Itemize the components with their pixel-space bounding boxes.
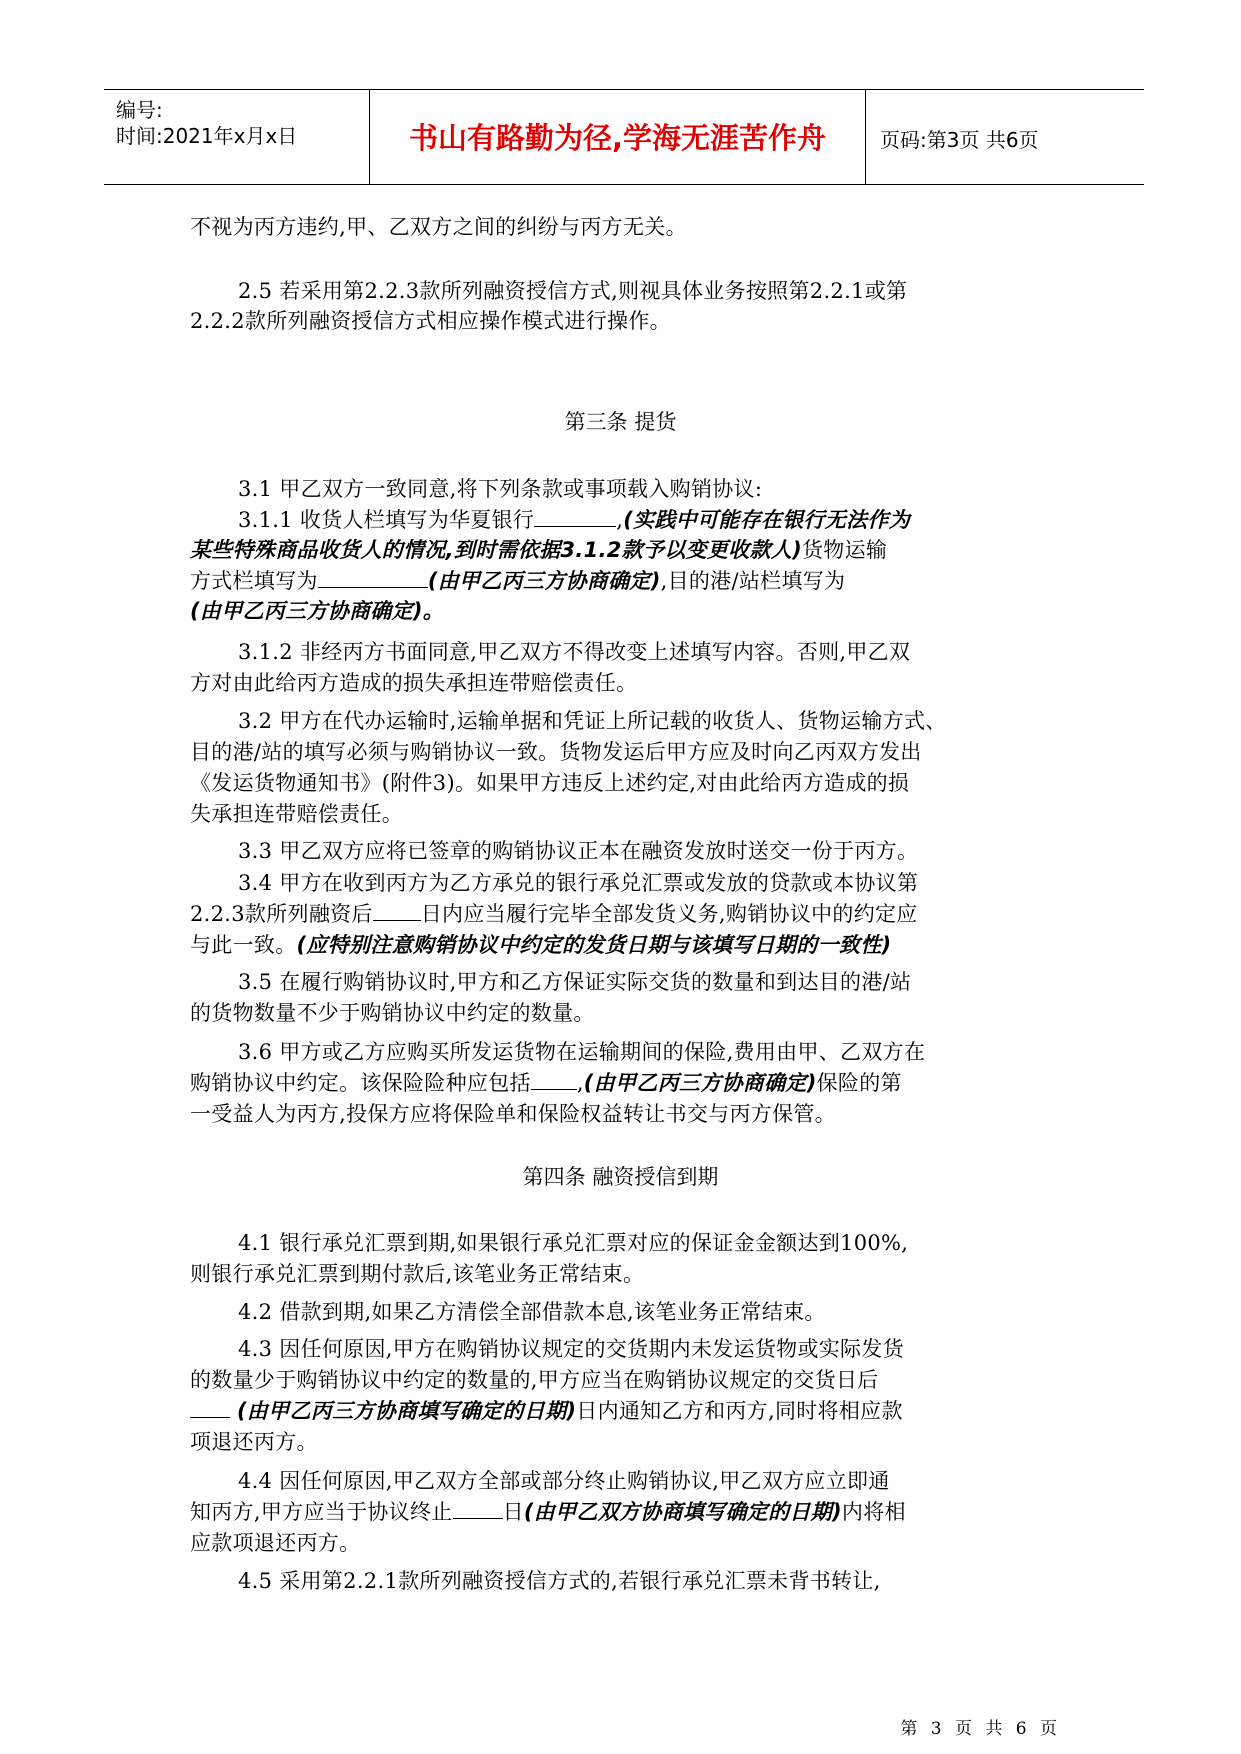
blank-field: [190, 1397, 230, 1418]
italic-note: (由甲乙丙三方协商填写确定的日期): [236, 1399, 577, 1423]
paragraph-line: [190, 596, 1062, 626]
text-run: 方式栏填写为: [190, 569, 318, 593]
paragraph-line: 2.5 若采用第2.2.3款所列融资授信方式,则视具体业务按照第2.2.1或第: [238, 279, 908, 303]
header-right-cell: [866, 90, 1144, 184]
text-run: 日内应当履行完毕全部发货义务,购销协议中的约定应: [420, 902, 918, 926]
header-motto: 书山有路勤为径,学海无涯苦作舟: [408, 121, 827, 155]
document-time-label: 时间:2021年x月x日: [116, 124, 298, 148]
italic-note: (由甲乙丙三方协商确定)。: [190, 599, 445, 623]
paragraph-line: 项退还丙方。: [190, 1430, 318, 1454]
section-heading-article-4: 第四条 融资授信到期: [522, 1165, 719, 1189]
text-run: 内将相: [841, 1500, 906, 1524]
paragraph-line: [190, 1497, 1062, 1527]
paragraph-line: [190, 505, 1110, 535]
paragraph-line: 3.2 甲方在代办运输时,运输单据和凭证上所记载的收货人、货物运输方式、: [238, 709, 947, 733]
paragraph-line: 应款项退还丙方。: [190, 1531, 361, 1555]
paragraph-line: 4.4 因任何原因,甲乙双方全部或部分终止购销协议,甲乙双方应立即通: [238, 1469, 890, 1493]
text-run: ,目的港/站栏填写为: [660, 569, 846, 593]
paragraph-line: 目的港/站的填写必须与购销协议一致。货物发运后甲方应及时向乙丙双方发出: [190, 740, 922, 764]
paragraph-line: 3.4 甲方在收到丙方为乙方承兑的银行承兑汇票或发放的贷款或本协议第: [238, 871, 919, 895]
paragraph-line: 2.2.2款所列融资授信方式相应操作模式进行操作。: [190, 309, 671, 333]
paragraph-line: 一受益人为丙方,投保方应将保险单和保险权益转让书交与丙方保管。: [190, 1102, 836, 1126]
paragraph-line: 《发运货物通知书》(附件3)。如果甲方违反上述约定,对由此给丙方造成的损: [190, 771, 910, 795]
paragraph-line: [190, 1068, 1062, 1098]
text-run: 购销协议中约定。该保险险种应包括: [190, 1071, 531, 1095]
paragraph-line: 4.1 银行承兑汇票到期,如果银行承兑汇票对应的保证金金额达到100%,: [238, 1231, 909, 1255]
document-number-label: 编号:: [116, 98, 163, 122]
paragraph-line: 3.6 甲方或乙方应购买所发运货物在运输期间的保险,费用由甲、乙双方在: [238, 1040, 926, 1064]
page-header: [104, 89, 1144, 185]
paragraph-line: 的货物数量不少于购销协议中约定的数量。: [190, 1001, 595, 1025]
italic-note: (实践中可能存在银行无法作为: [623, 508, 910, 532]
paragraph-line: 3.3 甲乙双方应将已签章的购销协议正本在融资发放时送交一份于丙方。: [238, 839, 919, 863]
header-center-cell: [369, 90, 866, 184]
text-run: 与此一致。: [190, 933, 297, 957]
text-run: ,: [616, 508, 624, 532]
section-heading-article-3: 第三条 提货: [564, 410, 677, 434]
italic-note: (应特别注意购销协议中约定的发货日期与该填写日期的一致性): [296, 933, 892, 957]
paragraph-line: 3.1 甲乙双方一致同意,将下列条款或事项载入购销协议:: [238, 477, 763, 501]
blank-field: [453, 1498, 503, 1519]
paragraph-line: [190, 899, 1062, 929]
text-run: 日: [502, 1500, 524, 1524]
paragraph-line: [190, 930, 1062, 960]
text-run: 2.2.3款所列融资后: [190, 902, 373, 926]
paragraph-line: 3.5 在履行购销协议时,甲方和乙方保证实际交货的数量和到达目的港/站: [238, 970, 912, 994]
paragraph-line: [190, 566, 1062, 596]
header-left-cell: [104, 90, 369, 184]
text-run: 货物运输: [801, 538, 888, 562]
header-page-label: 页码:第3页 共6页: [880, 128, 1039, 152]
text-run: 知丙方,甲方应当于协议终止: [190, 1500, 453, 1524]
paragraph-line: 的数量少于购销协议中约定的数量的,甲方应当在购销协议规定的交货日后: [190, 1368, 879, 1392]
paragraph-line: 4.3 因任何原因,甲方在购销协议规定的交货期内未发运货物或实际发货: [238, 1337, 904, 1361]
paragraph-line: [190, 1396, 1062, 1426]
text-run: 3.1.1 收货人栏填写为华夏银行: [238, 508, 535, 532]
paragraph-line: 3.1.2 非经丙方书面同意,甲乙双方不得改变上述填写内容。否则,甲乙双: [238, 640, 911, 664]
blank-field: [318, 567, 428, 588]
text-run: 保险的第: [816, 1071, 902, 1095]
italic-note: (由甲乙丙三方协商确定): [583, 1071, 817, 1095]
paragraph-line: 4.2 借款到期,如果乙方清偿全部借款本息,该笔业务正常结束。: [238, 1300, 826, 1324]
blank-field: [373, 900, 421, 921]
blank-field: [534, 506, 616, 527]
paragraph-line: 失承担连带赔偿责任。: [190, 802, 403, 826]
paragraph-line: [190, 535, 1062, 565]
italic-note: (由甲乙双方协商填写确定的日期): [523, 1500, 842, 1524]
italic-note: (由甲乙丙三方协商确定): [427, 569, 661, 593]
page-footer: 第 3 页 共 6 页: [900, 1719, 1061, 1739]
paragraph-line: 方对由此给丙方造成的损失承担连带赔偿责任。: [190, 671, 638, 695]
italic-note: 某些特殊商品收货人的情况,到时需依据3.1.2款予以变更收款人): [190, 538, 802, 562]
text-run: 日内通知乙方和丙方,同时将相应款: [576, 1399, 903, 1423]
text-run: ,: [576, 1071, 584, 1095]
paragraph-line: 不视为丙方违约,甲、乙双方之间的纠纷与丙方无关。: [190, 215, 687, 239]
blank-field: [531, 1069, 577, 1090]
paragraph-line: 4.5 采用第2.2.1款所列融资授信方式的,若银行承兑汇票未背书转让,: [238, 1569, 881, 1593]
paragraph-line: 则银行承兑汇票到期付款后,该笔业务正常结束。: [190, 1262, 645, 1286]
